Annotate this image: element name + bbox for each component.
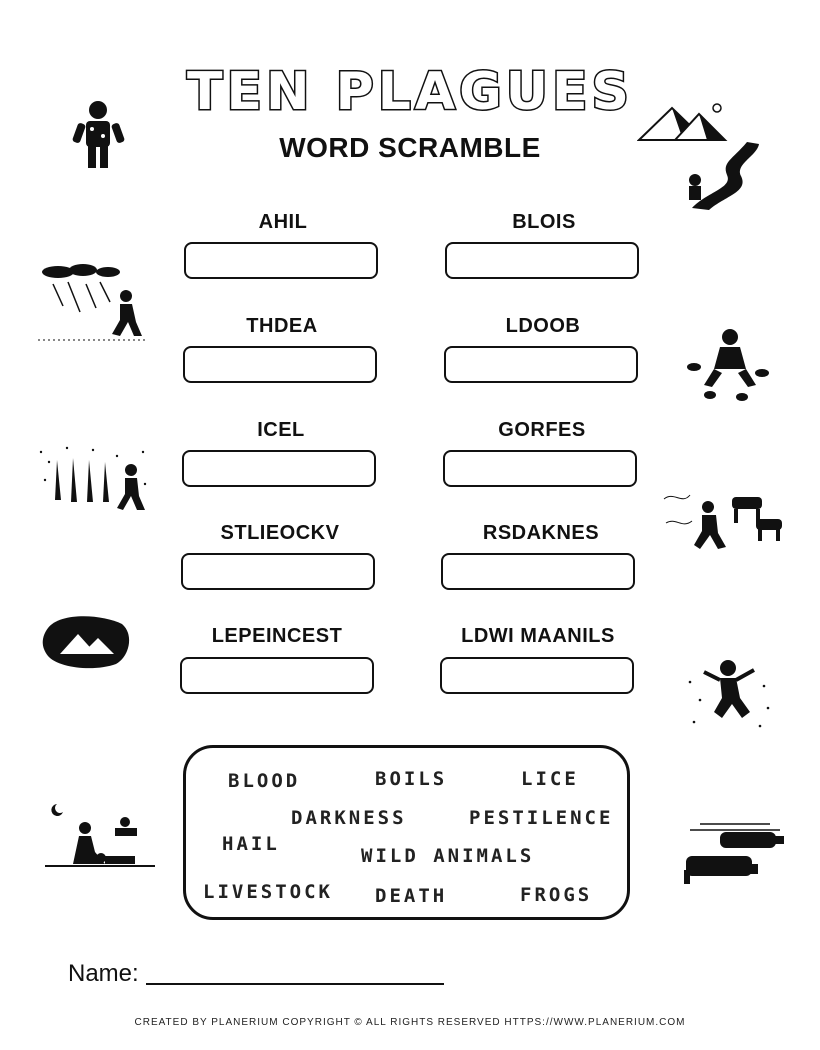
answer-box-10[interactable] (440, 657, 634, 694)
answer-box-4[interactable] (444, 346, 638, 383)
name-label: Name: (68, 960, 139, 987)
boils-person-icon (70, 98, 130, 170)
answer-box-9[interactable] (180, 657, 374, 694)
frogs-icon (680, 323, 772, 403)
bank-word-livestock: LIVESTOCK (203, 881, 333, 903)
scramble-word-4: LDOOB (505, 315, 581, 337)
bank-word-wild-animals: WILD ANIMALS (361, 845, 535, 867)
page-title: TEN PLAGUES (187, 62, 633, 122)
answer-box-6[interactable] (443, 450, 637, 487)
wild-animals-icon (660, 483, 790, 555)
scramble-word-7: STLIEOCKV (220, 522, 340, 544)
bank-word-darkness: DARKNESS (291, 807, 407, 829)
scramble-word-10: LDWI MAANILS (461, 625, 615, 647)
lice-person-icon (680, 652, 775, 732)
footer-credit: CREATED BY PLANERIUM COPYRIGHT © ALL RIGHTS RESERVED HTTPS://WWW.PLANERIUM.COM (134, 1017, 686, 1028)
answer-box-2[interactable] (445, 242, 639, 279)
scramble-word-5: ICEL (257, 419, 305, 441)
hail-storm-icon (38, 262, 148, 342)
scramble-word-8: RSDAKNES (482, 522, 600, 544)
scramble-word-2: BLOIS (512, 211, 576, 233)
bank-word-hail: HAIL (222, 833, 280, 855)
bank-word-blood: BLOOD (228, 770, 301, 792)
scramble-word-9: LEPEINCEST (211, 625, 343, 647)
answer-box-3[interactable] (183, 346, 377, 383)
answer-box-5[interactable] (182, 450, 376, 487)
bank-word-death: DEATH (375, 885, 448, 907)
bank-word-frogs: FROGS (520, 884, 593, 906)
bank-word-lice: LICE (521, 768, 579, 790)
locust-field-icon (33, 440, 151, 515)
darkness-pyramids-icon (40, 610, 132, 670)
bank-word-pestilence: PESTILENCE (469, 807, 614, 829)
answer-box-8[interactable] (441, 553, 635, 590)
dead-livestock-icon (680, 818, 792, 886)
death-firstborn-icon (45, 800, 155, 870)
bank-word-boils: BOILS (375, 768, 448, 790)
page-subtitle: WORD SCRAMBLE (279, 132, 541, 163)
answer-box-1[interactable] (184, 242, 378, 279)
scramble-word-1: AHIL (258, 211, 308, 233)
pyramids-river-icon (637, 100, 762, 212)
scramble-word-3: THDEA (246, 315, 318, 337)
name-field[interactable] (146, 983, 444, 985)
scramble-word-6: GORFES (498, 419, 586, 441)
answer-box-7[interactable] (181, 553, 375, 590)
